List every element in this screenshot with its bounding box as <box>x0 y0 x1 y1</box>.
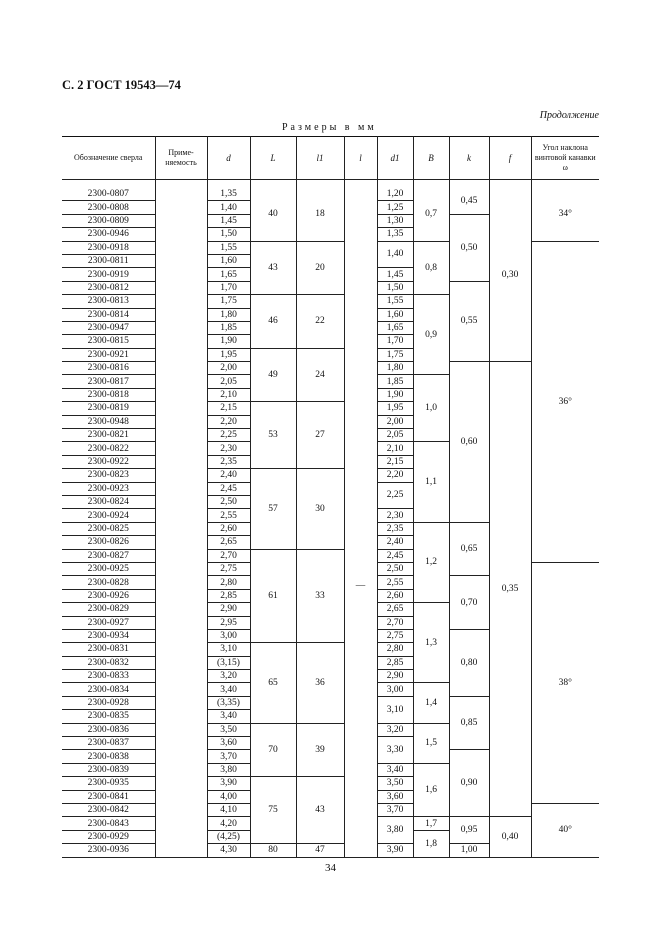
d1-cell: 3,10 <box>377 696 413 723</box>
designation-cell: 2300-0929 <box>62 830 155 843</box>
d-cell: 4,20 <box>207 817 250 830</box>
col-angle: Угол наклона винтовой канавки ω <box>531 137 599 180</box>
table-row <box>62 188 599 201</box>
f-cell: 0,30 <box>489 188 531 362</box>
k-cell: 0,70 <box>449 576 489 630</box>
d1-cell: 2,35 <box>377 522 413 535</box>
l1-cell: 22 <box>296 295 344 349</box>
d-cell: (3,15) <box>207 656 250 669</box>
designation-cell: 2300-0919 <box>62 268 155 281</box>
l1-cell: 33 <box>296 549 344 643</box>
d1-cell: 1,55 <box>377 295 413 308</box>
designation-cell: 2300-0808 <box>62 201 155 214</box>
L-cell: 40 <box>250 188 296 241</box>
designation-cell: 2300-0946 <box>62 228 155 241</box>
k-cell: 0,90 <box>449 750 489 817</box>
B-cell: 1,4 <box>413 683 449 723</box>
col-designation: Обозначение сверла <box>62 137 155 180</box>
L-cell: 57 <box>250 469 296 549</box>
d1-cell: 1,45 <box>377 268 413 281</box>
d-cell: (4,25) <box>207 830 250 843</box>
designation-cell: 2300-0817 <box>62 375 155 388</box>
designation-cell: 2300-0928 <box>62 696 155 709</box>
L-cell: 43 <box>250 241 296 295</box>
col-k: k <box>449 137 489 180</box>
d1-cell: 2,65 <box>377 603 413 616</box>
d-cell: 3,20 <box>207 670 250 683</box>
l1-cell: 30 <box>296 469 344 549</box>
designation-cell: 2300-0923 <box>62 482 155 495</box>
designation-cell: 2300-0837 <box>62 737 155 750</box>
l1-cell: 47 <box>296 844 344 857</box>
designation-cell: 2300-0812 <box>62 281 155 294</box>
k-cell: 0,85 <box>449 696 489 750</box>
L-cell: 70 <box>250 723 296 777</box>
f-cell: 0,35 <box>489 362 531 817</box>
L-cell: 49 <box>250 348 296 402</box>
d-cell: 2,35 <box>207 455 250 468</box>
d-cell: 2,45 <box>207 482 250 495</box>
designation-cell: 2300-0936 <box>62 844 155 857</box>
L-cell: 65 <box>250 643 296 723</box>
l1-cell: 24 <box>296 348 344 402</box>
d1-cell: 1,75 <box>377 348 413 361</box>
designation-cell: 2300-0924 <box>62 509 155 522</box>
l1-cell: 43 <box>296 777 344 844</box>
l1-cell: 18 <box>296 188 344 241</box>
d1-cell: 3,60 <box>377 790 413 803</box>
d-cell: 3,40 <box>207 710 250 723</box>
d-cell: 1,80 <box>207 308 250 321</box>
d-cell: 1,65 <box>207 268 250 281</box>
col-f: f <box>489 137 531 180</box>
designation-cell: 2300-0843 <box>62 817 155 830</box>
designation-cell: 2300-0839 <box>62 763 155 776</box>
d1-cell: 2,80 <box>377 643 413 656</box>
designation-cell: 2300-0811 <box>62 254 155 267</box>
l1-cell: 36 <box>296 643 344 723</box>
d-cell: 4,00 <box>207 790 250 803</box>
l-cell: — <box>344 188 377 844</box>
L-cell: 46 <box>250 295 296 349</box>
d1-cell: 3,30 <box>377 737 413 764</box>
B-cell: 1,3 <box>413 603 449 683</box>
B-cell: 1,5 <box>413 723 449 763</box>
designation-cell: 2300-0935 <box>62 777 155 790</box>
d-cell: 1,85 <box>207 321 250 334</box>
continued-label: Продолжение <box>539 110 599 121</box>
L-cell: 80 <box>250 844 296 857</box>
d-cell: 1,35 <box>207 188 250 201</box>
designation-cell: 2300-0918 <box>62 241 155 254</box>
d1-cell: 2,75 <box>377 629 413 642</box>
d1-cell: 2,00 <box>377 415 413 428</box>
header-gap-row <box>62 180 599 189</box>
designation-cell: 2300-0816 <box>62 362 155 375</box>
L-cell: 53 <box>250 402 296 469</box>
d1-cell: 3,70 <box>377 803 413 816</box>
page-header: С. 2 ГОСТ 19543—74 <box>62 78 181 92</box>
d-cell: 2,50 <box>207 495 250 508</box>
d-cell: 1,50 <box>207 228 250 241</box>
designation-cell: 2300-0948 <box>62 415 155 428</box>
col-L: L <box>250 137 296 180</box>
designation-cell: 2300-0927 <box>62 616 155 629</box>
k-cell: 1,00 <box>449 844 489 857</box>
d1-cell: 3,40 <box>377 763 413 776</box>
d1-cell: 3,90 <box>377 844 413 857</box>
d1-cell: 2,50 <box>377 562 413 575</box>
d1-cell: 2,70 <box>377 616 413 629</box>
d1-cell: 3,50 <box>377 777 413 790</box>
col-l: l <box>344 137 377 180</box>
d-cell: 2,75 <box>207 562 250 575</box>
d-cell: 1,90 <box>207 335 250 348</box>
table-body <box>62 180 599 858</box>
designation-cell: 2300-0836 <box>62 723 155 736</box>
d1-cell: 2,15 <box>377 455 413 468</box>
d1-cell: 1,50 <box>377 281 413 294</box>
d-cell: 2,90 <box>207 603 250 616</box>
designation-cell: 2300-0807 <box>62 188 155 201</box>
designation-cell: 2300-0825 <box>62 522 155 535</box>
designation-cell: 2300-0832 <box>62 656 155 669</box>
designation-cell: 2300-0842 <box>62 803 155 816</box>
k-cell: 0,95 <box>449 817 489 844</box>
d-cell: 1,60 <box>207 254 250 267</box>
d-cell: 2,70 <box>207 549 250 562</box>
d-cell: 2,30 <box>207 442 250 455</box>
d-cell: 2,85 <box>207 589 250 602</box>
d1-cell: 2,45 <box>377 549 413 562</box>
designation-cell: 2300-0822 <box>62 442 155 455</box>
designation-cell: 2300-0809 <box>62 214 155 227</box>
d1-cell: 1,25 <box>377 201 413 214</box>
d1-cell: 1,65 <box>377 321 413 334</box>
d-cell: 2,00 <box>207 362 250 375</box>
d-cell: 2,65 <box>207 536 250 549</box>
designation-cell: 2300-0831 <box>62 643 155 656</box>
B-cell: 0,8 <box>413 241 449 295</box>
d-cell: 3,10 <box>207 643 250 656</box>
designation-cell: 2300-0818 <box>62 388 155 401</box>
d-cell: 2,55 <box>207 509 250 522</box>
designation-cell: 2300-0841 <box>62 790 155 803</box>
col-B: B <box>413 137 449 180</box>
d1-cell: 1,70 <box>377 335 413 348</box>
k-cell: 0,60 <box>449 362 489 523</box>
d-cell: 3,00 <box>207 629 250 642</box>
l1-cell: 39 <box>296 723 344 777</box>
d1-cell: 1,40 <box>377 241 413 268</box>
designation-cell: 2300-0828 <box>62 576 155 589</box>
k-cell: 0,55 <box>449 281 489 361</box>
drill-dimensions-table <box>62 136 599 858</box>
B-cell: 1,0 <box>413 375 449 442</box>
d-cell: 2,05 <box>207 375 250 388</box>
designation-cell: 2300-0926 <box>62 589 155 602</box>
col-d1: d1 <box>377 137 413 180</box>
designation-cell: 2300-0824 <box>62 495 155 508</box>
d-cell: 4,30 <box>207 844 250 857</box>
designation-cell: 2300-0815 <box>62 335 155 348</box>
d1-cell: 1,90 <box>377 388 413 401</box>
d1-cell: 2,30 <box>377 509 413 522</box>
d1-cell: 2,25 <box>377 482 413 509</box>
d1-cell: 1,30 <box>377 214 413 227</box>
d1-cell: 1,85 <box>377 375 413 388</box>
d1-cell: 2,20 <box>377 469 413 482</box>
d-cell: 1,95 <box>207 348 250 361</box>
k-cell: 0,80 <box>449 629 489 696</box>
designation-cell: 2300-0833 <box>62 670 155 683</box>
col-d: d <box>207 137 250 180</box>
d1-cell: 2,60 <box>377 589 413 602</box>
B-cell: 0,7 <box>413 188 449 241</box>
designation-cell: 2300-0819 <box>62 402 155 415</box>
designation-cell: 2300-0813 <box>62 295 155 308</box>
d1-cell: 1,35 <box>377 228 413 241</box>
designation-cell: 2300-0827 <box>62 549 155 562</box>
d1-cell: 3,00 <box>377 683 413 696</box>
angle-cell: 36° <box>531 241 599 562</box>
angle-cell: 38° <box>531 562 599 803</box>
f-cell: 0,40 <box>489 817 531 857</box>
angle-cell: 40° <box>531 803 599 857</box>
d1-cell: 2,05 <box>377 429 413 442</box>
designation-cell: 2300-0947 <box>62 321 155 334</box>
d-cell: 2,95 <box>207 616 250 629</box>
designation-cell: 2300-0934 <box>62 629 155 642</box>
l1-cell: 27 <box>296 402 344 469</box>
d-cell: 3,80 <box>207 763 250 776</box>
dimensions-caption: Размеры в мм <box>282 122 377 133</box>
designation-cell: 2300-0838 <box>62 750 155 763</box>
d1-cell: 1,80 <box>377 362 413 375</box>
B-cell: 1,7 <box>413 817 449 830</box>
d-cell: 1,70 <box>207 281 250 294</box>
designation-cell: 2300-0834 <box>62 683 155 696</box>
d1-cell: 2,55 <box>377 576 413 589</box>
d-cell: (3,35) <box>207 696 250 709</box>
d-cell: 3,50 <box>207 723 250 736</box>
d1-cell: 1,60 <box>377 308 413 321</box>
d-cell: 4,10 <box>207 803 250 816</box>
B-cell: 0,9 <box>413 295 449 375</box>
l1-cell: 20 <box>296 241 344 295</box>
d-cell: 2,60 <box>207 522 250 535</box>
k-cell: 0,50 <box>449 214 489 281</box>
applicability-cell <box>155 188 207 857</box>
d1-cell: 2,85 <box>377 656 413 669</box>
d1-cell: 2,10 <box>377 442 413 455</box>
L-cell: 75 <box>250 777 296 844</box>
d1-cell: 2,40 <box>377 536 413 549</box>
d-cell: 2,40 <box>207 469 250 482</box>
d-cell: 1,55 <box>207 241 250 254</box>
l-cell-end <box>344 844 377 857</box>
designation-cell: 2300-0922 <box>62 455 155 468</box>
d-cell: 1,40 <box>207 201 250 214</box>
col-applicability: Приме-няемость <box>155 137 207 180</box>
B-cell: 1,8 <box>413 830 449 857</box>
angle-cell: 34° <box>531 188 599 241</box>
d1-cell: 1,95 <box>377 402 413 415</box>
d-cell: 2,20 <box>207 415 250 428</box>
d-cell: 3,40 <box>207 683 250 696</box>
designation-cell: 2300-0823 <box>62 469 155 482</box>
L-cell: 61 <box>250 549 296 643</box>
designation-cell: 2300-0921 <box>62 348 155 361</box>
d1-cell: 3,20 <box>377 723 413 736</box>
d-cell: 2,80 <box>207 576 250 589</box>
d-cell: 2,15 <box>207 402 250 415</box>
k-cell: 0,65 <box>449 522 489 576</box>
d-cell: 2,25 <box>207 429 250 442</box>
d1-cell: 2,90 <box>377 670 413 683</box>
designation-cell: 2300-0821 <box>62 429 155 442</box>
designation-cell: 2300-0925 <box>62 562 155 575</box>
B-cell: 1,2 <box>413 522 449 602</box>
page-number: 34 <box>325 862 336 874</box>
designation-cell: 2300-0829 <box>62 603 155 616</box>
d1-cell: 1,20 <box>377 188 413 201</box>
d1-cell: 3,80 <box>377 817 413 844</box>
d-cell: 3,60 <box>207 737 250 750</box>
d-cell: 1,45 <box>207 214 250 227</box>
designation-cell: 2300-0835 <box>62 710 155 723</box>
d-cell: 3,90 <box>207 777 250 790</box>
d-cell: 3,70 <box>207 750 250 763</box>
B-cell: 1,6 <box>413 763 449 817</box>
B-cell: 1,1 <box>413 442 449 522</box>
d-cell: 2,10 <box>207 388 250 401</box>
k-cell: 0,45 <box>449 188 489 214</box>
d-cell: 1,75 <box>207 295 250 308</box>
designation-cell: 2300-0826 <box>62 536 155 549</box>
col-l1: l1 <box>296 137 344 180</box>
designation-cell: 2300-0814 <box>62 308 155 321</box>
